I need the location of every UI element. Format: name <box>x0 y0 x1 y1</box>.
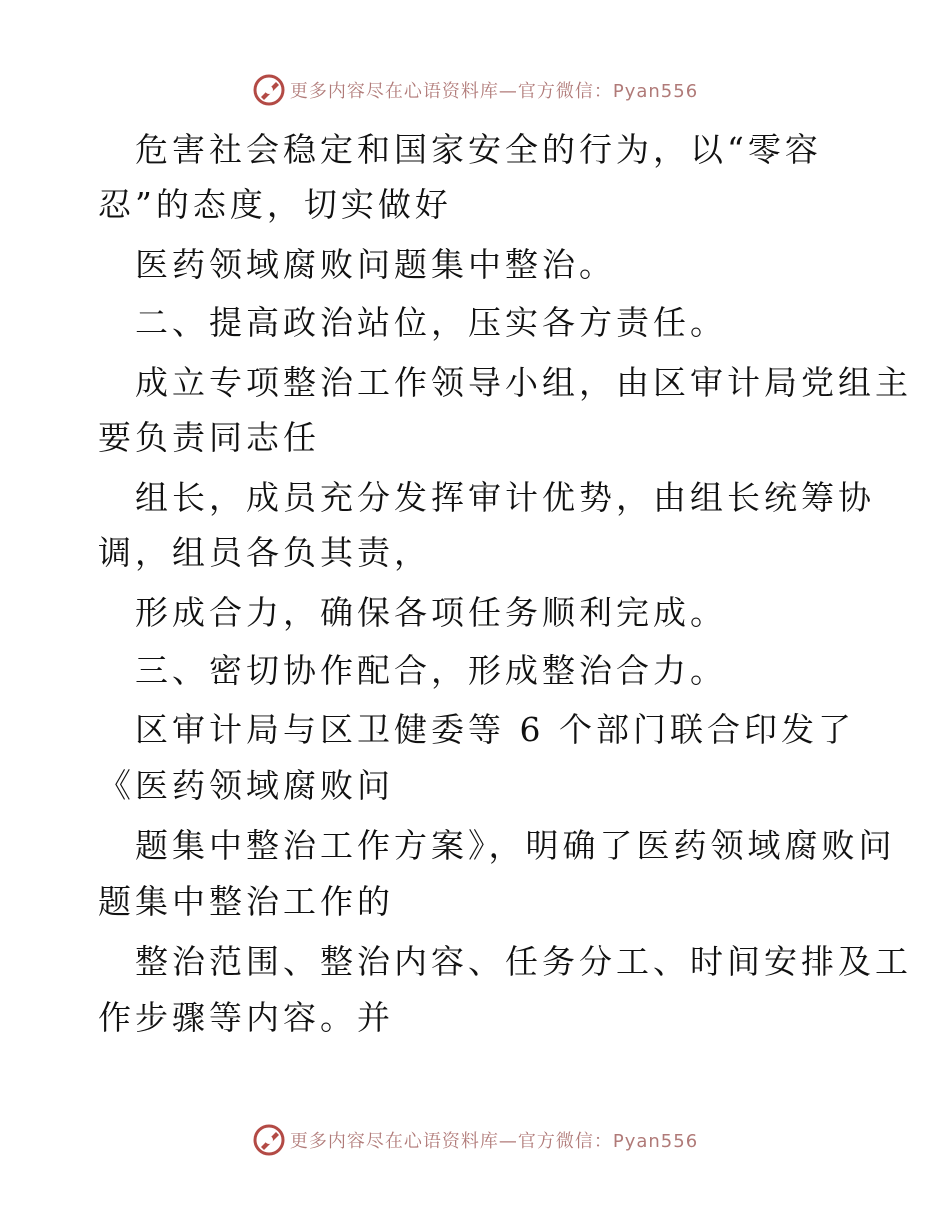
footer-banner-text: 更多内容尽在心语资料库—官方微信：Pyan556 <box>289 1131 699 1152</box>
body-line: 《医药领域腐败问 <box>98 766 394 805</box>
footer-banner <box>0 1120 950 1160</box>
body-line: 成立专项整治工作领导小组，由区审计局党组主 <box>135 363 912 402</box>
body-line: 区审计局与区卫健委等 6 个部门联合印发了 <box>135 710 855 749</box>
body-line: 组长，成员充分发挥审计优势，由组长统筹协 <box>135 478 875 517</box>
body-line: 作步骤等内容。并 <box>98 998 394 1037</box>
body-line: 医药领域腐败问题集中整治。 <box>135 245 616 284</box>
logo-icon <box>252 1123 286 1157</box>
body-line: 形成合力，确保各项任务顺利完成。 <box>135 593 727 632</box>
header-banner <box>0 70 950 110</box>
body-line: 调，组员各负其责， <box>98 533 431 572</box>
logo-icon <box>252 73 286 107</box>
body-line: 题集中整治工作方案》，明确了医药领域腐败问 <box>135 826 896 865</box>
body-line: 要负责同志任 <box>98 418 320 457</box>
body-line: 危害社会稳定和国家安全的行为，以“零容 <box>135 130 822 169</box>
body-line: 二、提高政治站位，压实各方责任。 <box>135 303 727 342</box>
body-line: 忍”的态度，切实做好 <box>98 185 452 224</box>
body-line: 整治范围、整治内容、任务分工、时间安排及工 <box>135 942 912 981</box>
body-line: 三、密切协作配合，形成整治合力。 <box>135 651 727 690</box>
body-line: 题集中整治工作的 <box>98 882 394 921</box>
header-banner-text: 更多内容尽在心语资料库—官方微信：Pyan556 <box>289 81 699 102</box>
